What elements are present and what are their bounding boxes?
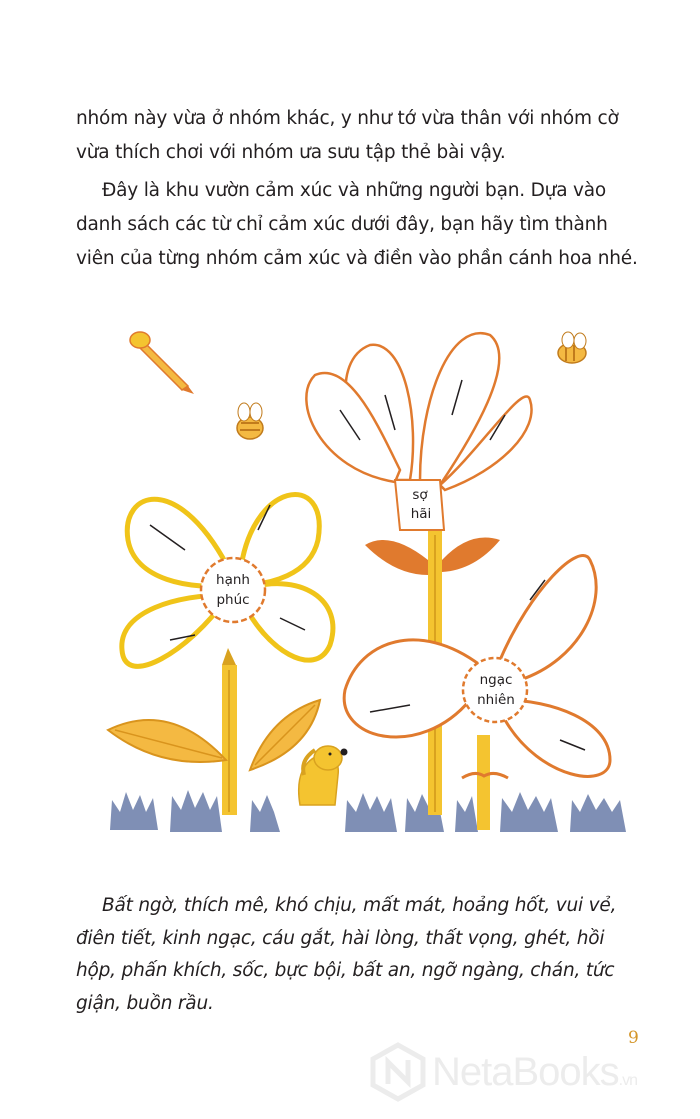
text-line: Đây là khu vườn cảm xúc và những người bạn. Dựa vào <box>102 180 607 201</box>
flower-label-fear: hãi <box>410 506 432 522</box>
page-number: 9 <box>628 1028 639 1048</box>
bee-icon <box>237 403 263 439</box>
text-line: điên tiết, kinh ngạc, cáu gắt, hài lòng, thất vọng, ghét, hồi <box>76 927 605 949</box>
flower-label-surprise: nhiên <box>477 692 515 708</box>
intro-paragraph <box>76 102 648 170</box>
flower-label-fear: sợ <box>412 487 428 503</box>
flower-label-surprise: ngạc <box>479 672 513 688</box>
flower-label-happy: hạnh <box>216 572 250 588</box>
watermark-brand: NetaBooks.vn <box>432 1049 638 1094</box>
emotion-word-list <box>76 890 656 1020</box>
bee-icon <box>558 332 586 363</box>
grass-icon <box>110 790 626 832</box>
text-line: danh sách các từ chỉ cảm xúc dưới đây, bạn hãy tìm thành <box>76 214 608 235</box>
text-line: Bất ngờ, thích mê, khó chịu, mất mát, hoảng hốt, vui vẻ, <box>102 895 617 916</box>
text-line: nhóm này vừa ở nhóm khác, y như tớ vừa thân với nhóm cờ <box>76 108 619 129</box>
text-line: vừa thích chơi với nhóm ưa sưu tập thẻ bài vậy. <box>76 142 506 163</box>
flower-label-happy: phúc <box>216 592 250 608</box>
netabooks-logo-icon <box>370 1042 426 1102</box>
surprise-flower <box>344 556 610 830</box>
pencil-icon <box>130 332 194 394</box>
text-line: giận, buồn rầu. <box>76 992 214 1014</box>
watermark <box>370 1040 695 1104</box>
dog-icon <box>299 746 348 805</box>
text-line: viên của từng nhóm cảm xúc và điền vào phần cánh hoa nhé. <box>76 248 638 269</box>
fear-flower <box>306 333 531 815</box>
emotion-garden-illustration <box>100 318 640 838</box>
text-line: hộp, phấn khích, sốc, bực bội, bất an, ngỡ ngàng, chán, tức <box>76 960 615 981</box>
happy-flower <box>108 494 333 815</box>
instruction-paragraph <box>76 174 648 276</box>
